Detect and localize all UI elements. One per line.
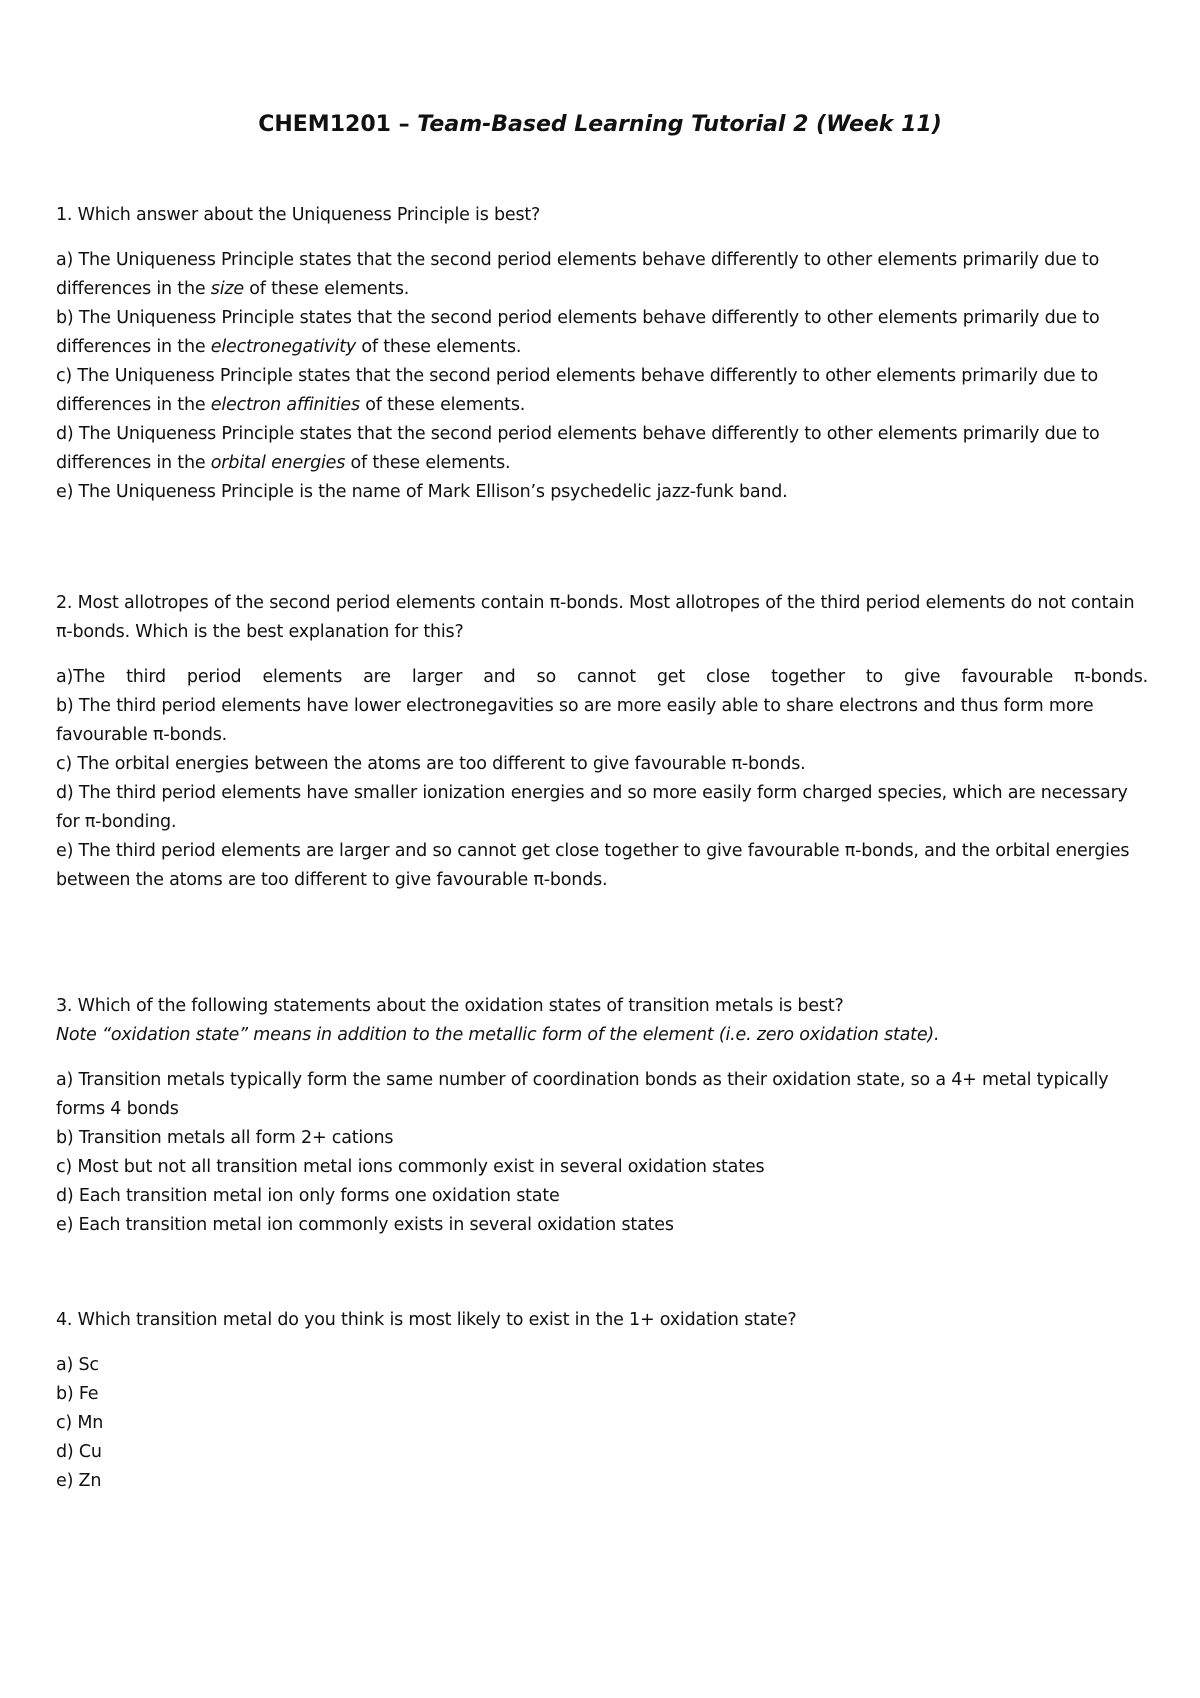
option-c: c) The orbital energies between the atoms are too different to give favourable π-bonds. [56, 754, 806, 774]
question-stem: 4. Which transition metal do you think is most likely to exist in the 1+ oxidation state? [56, 1310, 797, 1330]
option-d-text-end: of these elements. [345, 453, 511, 473]
option-c-text-end: of these elements. [359, 395, 526, 415]
option-d: d) The third period elements have smaller ionization energies and so more easily form charged species, which are necessary for π-bonding. [56, 783, 1128, 832]
option-a-emphasis: size [210, 279, 244, 299]
option-a [56, 246, 1148, 304]
option-e: e) The third period elements are larger and so cannot get close together to give favourable π-bonds, and the orbital energies between the atoms are too different to give favourable π-bonds. [56, 841, 1130, 890]
question-2 [56, 589, 1148, 895]
option-a: a) Sc [56, 1355, 99, 1375]
option-a: a) Transition metals typically form the same number of coordination bonds as their oxidation state, so a 4+ metal typically forms 4 bonds [56, 1070, 1109, 1119]
option-d [56, 420, 1148, 478]
question-stem: 3. Which of the following statements about the oxidation states of transition metals is best? [56, 996, 844, 1016]
option-b-text: b) The Uniqueness Principle states that the second period elements behave differently to other elements primarily due to differences in the [56, 308, 1100, 357]
option-c: c) Mn [56, 1413, 104, 1433]
option-b: b) Transition metals all form 2+ cations [56, 1128, 394, 1148]
question-1 [56, 201, 1148, 507]
answer-options [56, 1066, 1148, 1240]
option-d-text: d) The Uniqueness Principle states that the second period elements behave differently to other elements primarily due to differences in the [56, 424, 1100, 473]
option-c: c) Most but not all transition metal ions commonly exist in several oxidation states [56, 1157, 765, 1177]
page-title [0, 112, 1200, 137]
option-e: e) The Uniqueness Principle is the name of Mark Ellison’s psychedelic jazz-funk band. [56, 482, 788, 502]
option-b [56, 304, 1148, 362]
question-3 [56, 992, 1148, 1240]
option-a-text-end: of these elements. [243, 279, 410, 299]
option-a-text: a) The Uniqueness Principle states that the second period elements behave differently to other elements primarily due to differences in the [56, 250, 1100, 299]
option-a: a)The third period elements are larger and so cannot get close together to give favourable π-bonds. [56, 667, 1148, 687]
option-c [56, 362, 1148, 420]
option-b: b) Fe [56, 1384, 99, 1404]
answer-options [56, 663, 1148, 895]
question-stem: 1. Which answer about the Uniqueness Principle is best? [56, 205, 541, 225]
answer-options [56, 246, 1148, 507]
option-c-emphasis: electron affinities [210, 395, 360, 415]
option-b-emphasis: electronegativity [210, 337, 357, 357]
question-stem: 2. Most allotropes of the second period elements contain π-bonds. Most allotropes of the third period elements do not contain π-bonds. Which is the best explanation for this? [56, 593, 1135, 642]
answer-options [56, 1351, 1148, 1496]
question-note: Note “oxidation state” means in addition to the metallic form of the element (i.e. zero oxidation state). [56, 1025, 940, 1045]
title-course-code: CHEM1201 – [258, 112, 418, 137]
option-e: e) Each transition metal ion commonly exists in several oxidation states [56, 1215, 674, 1235]
option-d: d) Cu [56, 1442, 102, 1462]
title-name: Team-Based Learning Tutorial 2 (Week 11) [417, 112, 942, 137]
option-d-emphasis: orbital energies [210, 453, 346, 473]
option-b: b) The third period elements have lower electronegavities so are more easily able to share electrons and thus form more favourable π-bonds. [56, 696, 1094, 745]
option-e: e) Zn [56, 1471, 102, 1491]
question-4 [56, 1306, 1148, 1496]
option-d: d) Each transition metal ion only forms one oxidation state [56, 1186, 560, 1206]
option-c-text: c) The Uniqueness Principle states that the second period elements behave differently to other elements primarily due to differences in the [56, 366, 1098, 415]
option-b-text-end: of these elements. [356, 337, 522, 357]
